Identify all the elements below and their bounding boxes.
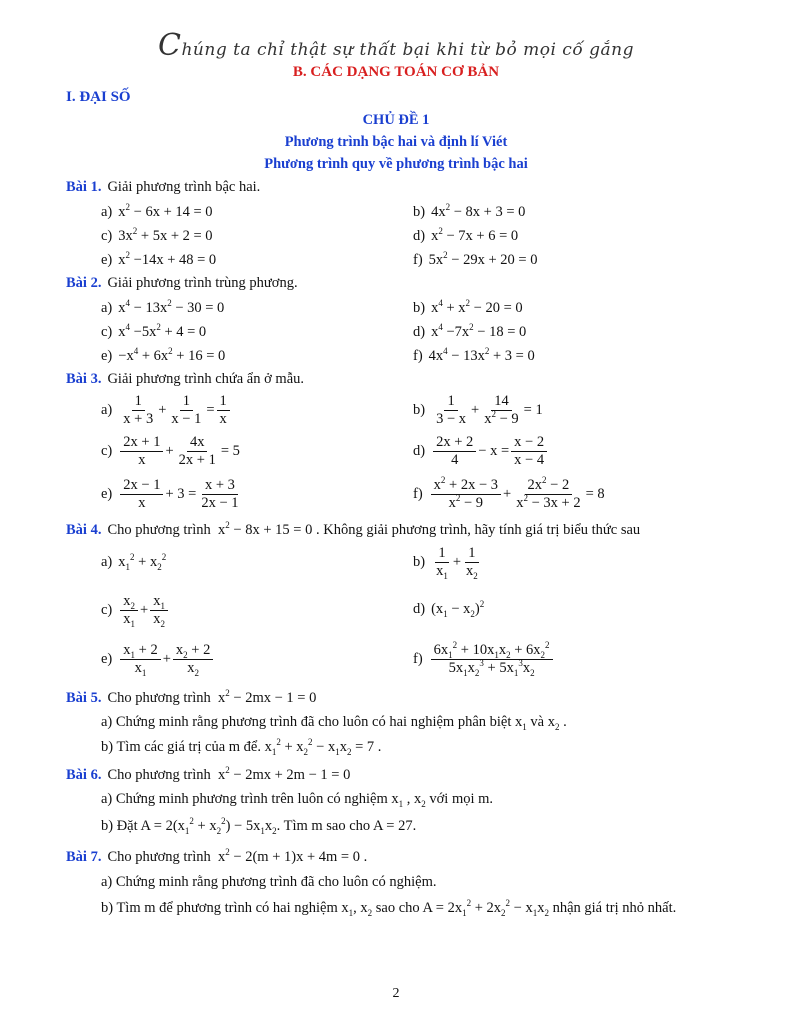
exercise-1-text: Giải phương trình bậc hai. — [107, 179, 261, 195]
exercise-4-heading: Bài 4. Cho phương trình $x^2 - 8x + 15 = 0$ . Không giải phương trình, hãy tính giá trị biểu thức sau — [66, 520, 641, 538]
exercise-6-label: Bài 6. — [66, 767, 102, 783]
ex2-item-e: $e) -x^4 + 6x^2 + 16 = 0$ — [101, 346, 226, 364]
ex3-item-a: a) $\frac{1}{x + 3}$ + $\frac{1}{x - 1}$ = $\frac{1}{x}$ — [101, 393, 232, 428]
ex5-part-b-text: b) Tìm các giá trị của — [101, 739, 226, 755]
exercise-5-label: Bài 5. — [66, 690, 102, 706]
ex3-item-e: e) $\frac{2x - 1}{x}$ + 3 = $\frac{x + 3}{2x - 1}$ — [101, 477, 239, 511]
ex6-part-a-text: a) Chứng minh phương trình trên luôn có nghiệm — [101, 791, 388, 807]
ex4-item-e: e) $\frac{x_1 + 2}{x_1}$ + $\frac{x_2 + 2}{x_2}$ — [101, 642, 215, 677]
ex1-item-f: f) $5x^2 - 29x + 20 = 0$ — [413, 250, 538, 268]
ex5-part-b-mid: để. — [243, 739, 261, 755]
ex6-part-b-mid: . Tìm m sao cho — [276, 818, 371, 834]
ex2-item-d: d) $x^4 -7x^2 - 18 = 0$ — [413, 322, 527, 340]
ex7-part-b-text: b) Tìm m để phương trình có hai nghiệm — [101, 900, 338, 916]
exercise-2-text: Giải phương trình trùng phương. — [107, 275, 298, 291]
exercise-3-heading — [66, 371, 304, 388]
page-number: 2 — [392, 986, 400, 1001]
ex7-part-a: a) Chứng minh rằng phương trình đã cho luôn có nghiệm. — [101, 874, 437, 890]
exercise-3-text: Giải phương trình chứa ẩn ở mẫu. — [107, 371, 305, 387]
ex3-item-d: d) $\frac{2x + 2}{4}$ − x = $\frac{x - 2}{x - 4}$ — [413, 434, 549, 469]
topic-title-2: Phương trình quy về phương trình bậc hai — [264, 156, 528, 172]
ex4-item-f: f) $\frac{6x_1^2 + 10x_1x_2 + 6x_2^2}{5x_1x_2^3 + 5x_1^3x_2}$ — [413, 642, 555, 677]
exercise-7-text: Cho phương trình — [107, 849, 211, 865]
exercise-4-text-a: Cho phương trình — [107, 522, 211, 538]
ex5-part-a-text: a) Chứng minh rằng phương trình đã cho luôn có hai nghiệm phân biệt — [101, 714, 512, 730]
exercise-7-heading: Bài 7. Cho phương trình $x^2 - 2(m + 1)x + 4m = 0$ . — [66, 847, 368, 865]
ex4-item-a: a) $x_1^2 + x_2^2$ — [101, 552, 167, 572]
exercise-1-heading — [66, 179, 260, 196]
ex1-item-a: a) $x^2 - 6x + 14 = 0$ — [101, 202, 213, 220]
exercise-6-heading: Bài 6. Cho phương trình $x^2 - 2mx + 2m - 1 = 0$ — [66, 765, 351, 783]
ex7-part-b: b) Tìm m để phương trình có hai nghiệm $x_1$, $x_2$ sao cho $A = 2x_1^2 + 2x_2^2 - x_1x_2$ nhận giá trị nhỏ nhất. — [101, 898, 677, 918]
motto-header — [0, 28, 792, 63]
ex1-item-d: d) $x^2 - 7x + 6 = 0$ — [413, 226, 519, 244]
motto-cap: C — [158, 28, 182, 63]
exercise-4-label: Bài 4. — [66, 522, 102, 538]
ex5-part-a-and: và — [530, 714, 545, 730]
ex2-item-f: f) $4x^4 - 13x^2 + 3 = 0$ — [413, 346, 535, 364]
ex4-item-c: c) $\frac{x_2}{x_1}$ + $\frac{x_1}{x_2}$ — [101, 593, 170, 628]
exercise-6-text: Cho phương trình — [107, 767, 211, 783]
ex1-item-b: b) $4x^2 - 8x + 3 = 0$ — [413, 202, 526, 220]
ex2-item-b: b) $x^4 + x^2 - 20 = 0$ — [413, 298, 523, 316]
ex6-part-b-text: b) Đặt — [101, 818, 138, 834]
ex6-part-a: a) Chứng minh phương trình trên luôn có nghiệm $x_1$ , $x_2$ với mọi m. — [101, 791, 494, 809]
ex2-item-a: a) $x^4 - 13x^2 - 30 = 0$ — [101, 298, 225, 316]
ex3-item-b: b) $\frac{1}{3 - x}$ + $\frac{14}{x^2 - 9}$ = 1 — [413, 393, 543, 427]
exercise-5-text: Cho phương trình — [107, 690, 211, 706]
ex4-item-b: b) $\frac{1}{x_1}$ + $\frac{1}{x_2}$ — [413, 545, 478, 581]
exercise-7-label: Bài 7. — [66, 849, 102, 865]
topic-title-1: Phương trình bậc hai và định lí Viét — [284, 134, 508, 150]
ex1-item-e: e) $x^2 -14x + 48 = 0$ — [101, 250, 217, 268]
exercise-2-heading — [66, 275, 298, 292]
section-title: B. CÁC DẠNG TOÁN CƠ BẢN — [292, 64, 500, 80]
exercise-5-heading: Bài 5. Cho phương trình $x^2 - 2mx - 1 = 0$ — [66, 688, 317, 706]
ex2-item-c: c) $x^4 -5x^2 + 4 = 0$ — [101, 322, 207, 340]
ex5-part-b: b) Tìm các giá trị của m để. $x_1^2 + x_2^2 - x_1x_2 = 7$ . — [101, 737, 382, 757]
ex7-part-b-end: nhận giá trị nhỏ nhất. — [552, 900, 677, 916]
part-title: I. ĐẠI SỐ — [66, 89, 131, 105]
ex4-item-d: d) $(x_1 - x_2)^2$ — [413, 599, 485, 619]
topic-number: CHỦ ĐỀ 1 — [362, 112, 430, 128]
exercise-4-text-b: . Không giải phương trình, hãy tính giá trị biểu thức sau — [315, 522, 641, 538]
ex5-part-a: a) Chứng minh rằng phương trình đã cho luôn có hai nghiệm phân biệt $x_1$ và $x_2$ . — [101, 714, 567, 732]
exercise-3-label: Bài 3. — [66, 371, 102, 387]
exercise-1-label: Bài 1. — [66, 179, 102, 195]
ex6-part-a-end: với mọi m. — [429, 791, 494, 807]
motto-text: húng ta chỉ thật sự thất bại khi từ bỏ mọi cố gắng — [181, 40, 634, 60]
ex3-item-f: f) $\frac{x^2 + 2x - 3}{x^2 - 9}$ + $\frac{2x^2 - 2}{x^2 - 3x + 2}$ = 8 — [413, 475, 605, 511]
ex1-item-c: c) $3x^2 + 5x + 2 = 0$ — [101, 226, 213, 244]
exercise-2-label: Bài 2. — [66, 275, 102, 291]
ex6-part-b: b) Đặt $A = 2(x_1^2 + x_2^2) - 5x_1x_2$. Tìm m sao cho A = 27. — [101, 816, 417, 836]
ex7-part-b-mid: sao cho — [375, 900, 420, 916]
ex3-item-c: c) $\frac{2x + 1}{x}$ + $\frac{4x}{2x + 1}$ = 5 — [101, 434, 240, 468]
